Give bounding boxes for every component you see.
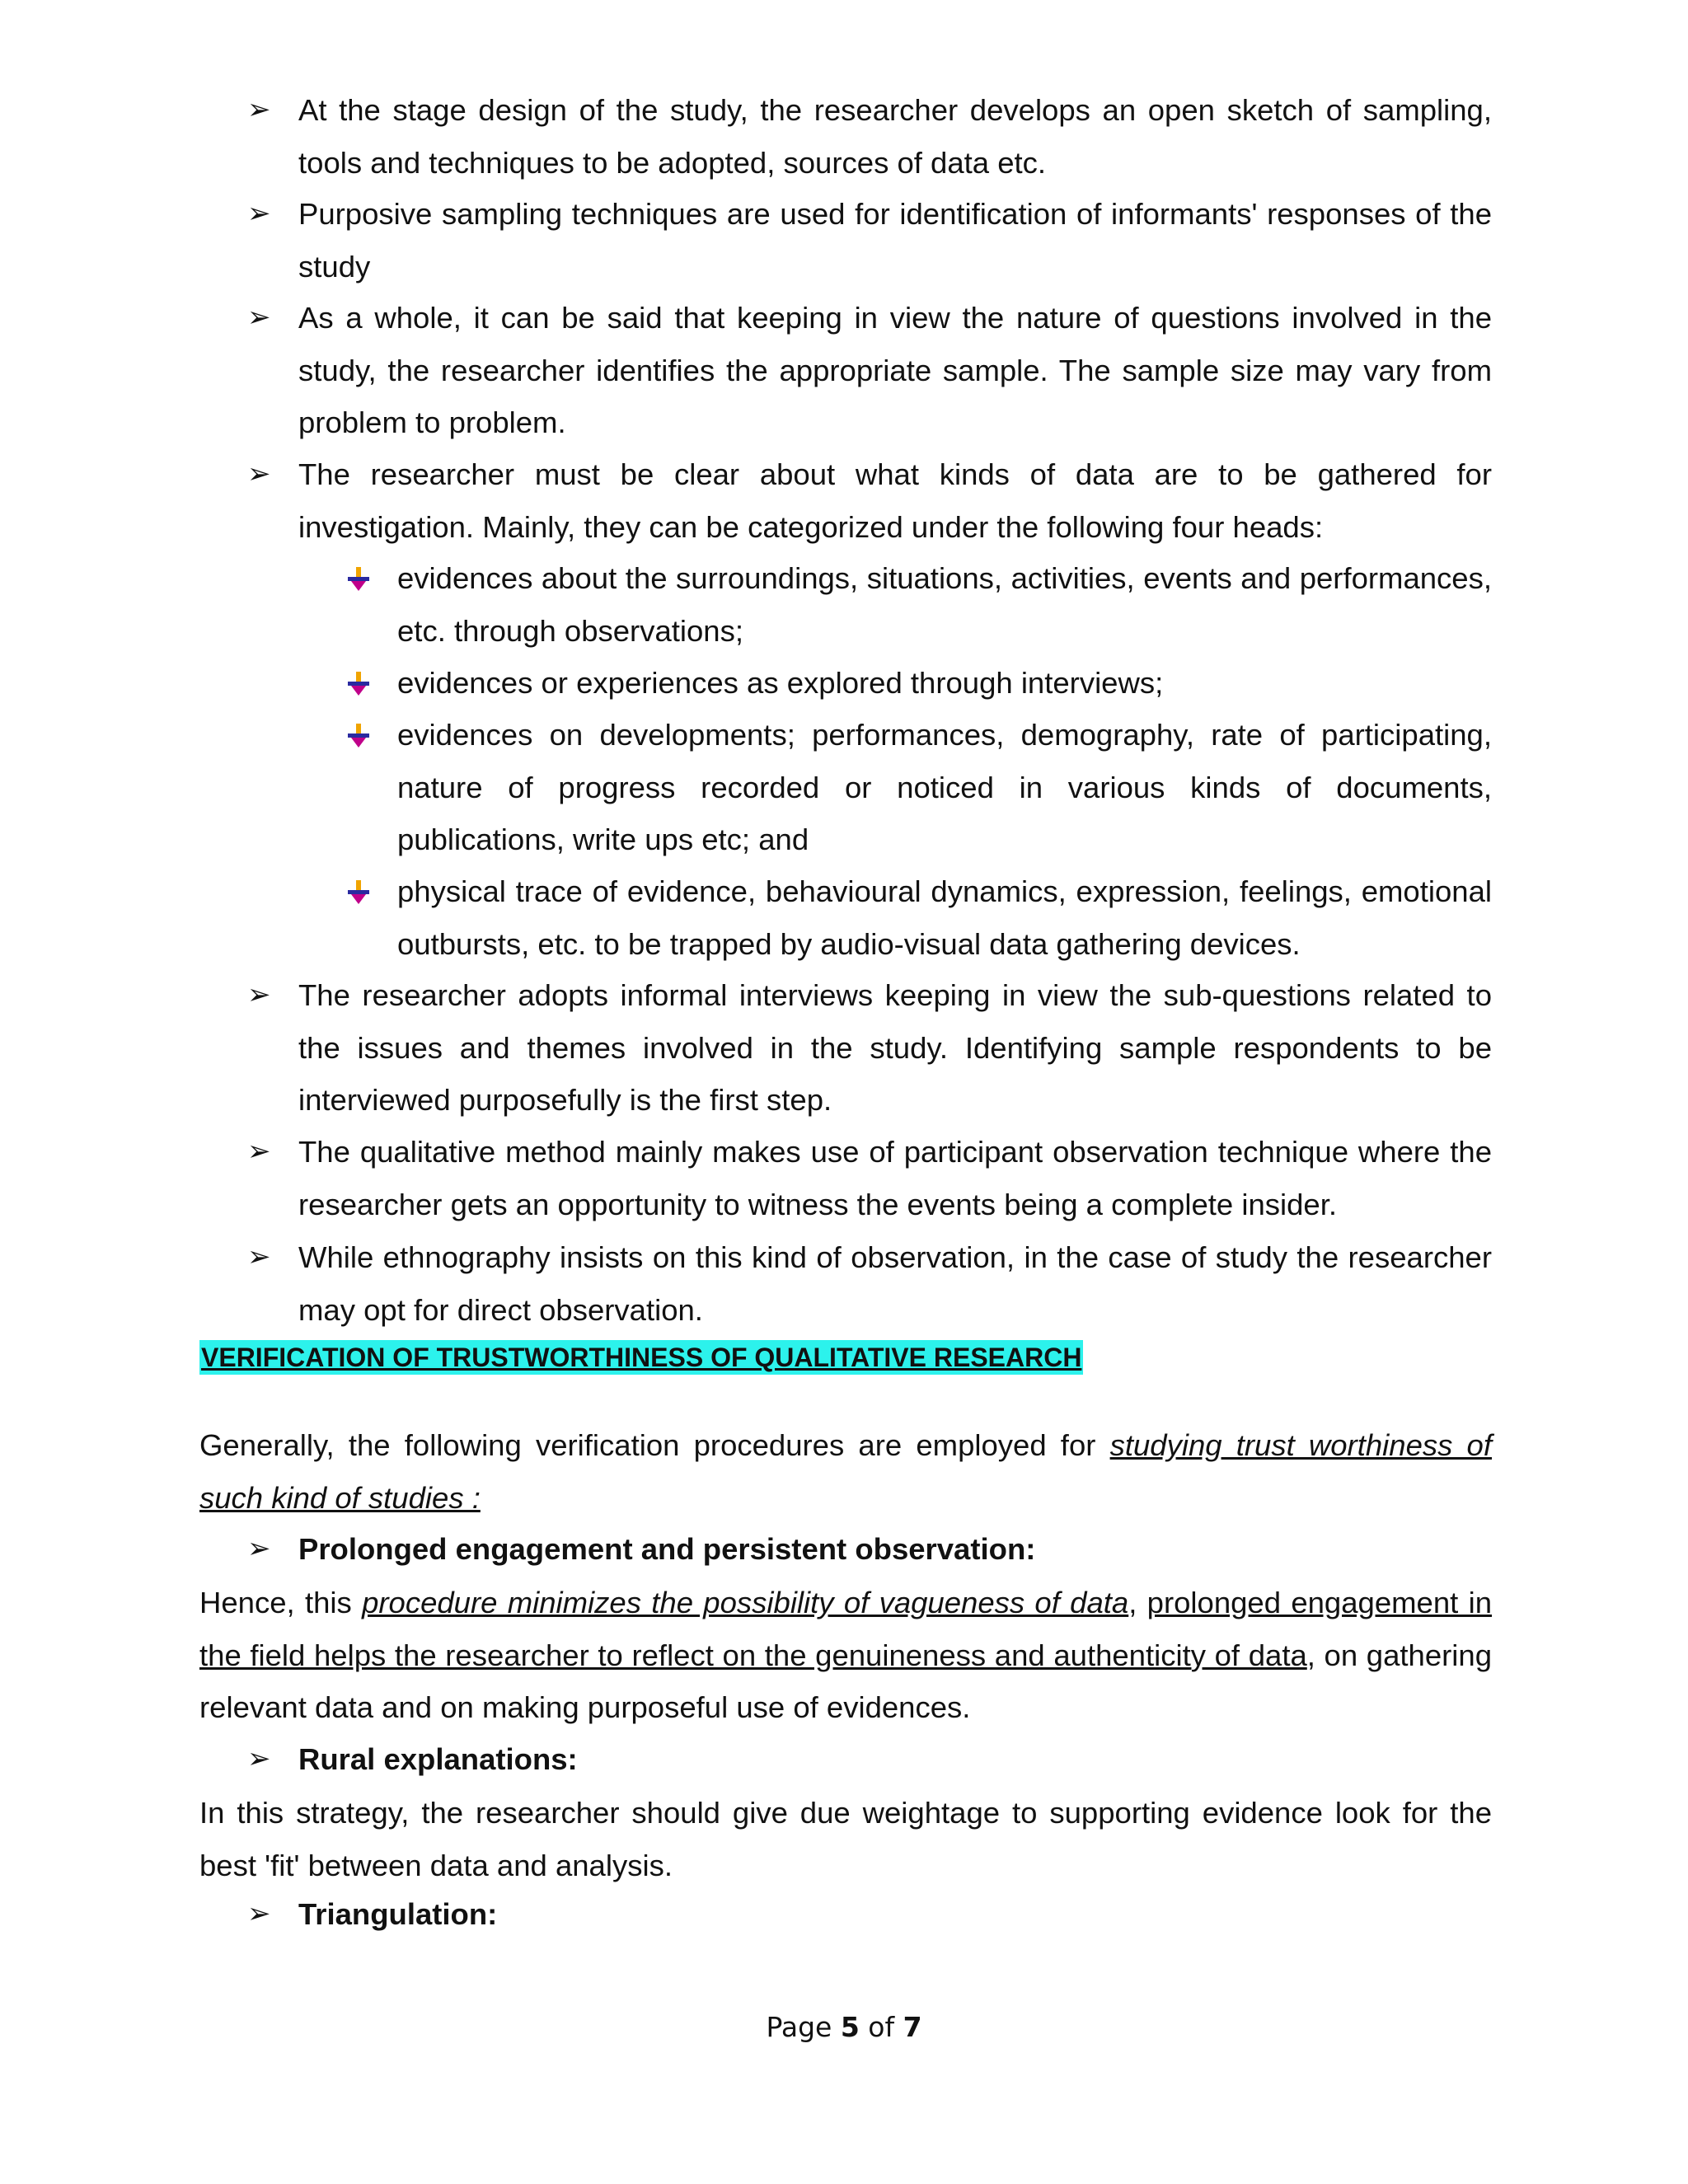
arrow-bullet-icon: ➢ [247, 978, 271, 1011]
arrow-bullet-icon: ➢ [247, 197, 271, 230]
sub-bullet-item [346, 552, 1492, 657]
bullet-text: While ethnography insists on this kind of observation, in the case of study the researcher may opt for direct observation. [298, 1240, 1492, 1327]
procedure-heading [247, 1733, 1492, 1786]
sub-bullet-text: evidences on developments; performances, demography, rate of participating, nature of progress recorded or noticed in various kinds of documents, publications, write ups etc; and [397, 718, 1492, 856]
paragraph-text: , on gathering relevant data and on making purposeful use of evidences. [199, 1638, 1492, 1724]
sub-bullet-item [346, 709, 1492, 866]
arrow-bullet-icon: ➢ [247, 1897, 271, 1930]
bullet-text: The researcher must be clear about what kinds of data are to be gathered for investigation. Mainly, they can be categorized under the following four heads: [298, 457, 1492, 544]
section-heading: VERIFICATION OF TRUSTWORTHINESS OF QUALITATIVE RESEARCH [199, 1340, 1083, 1375]
bullet-item [247, 448, 1492, 553]
procedure-heading [247, 1523, 1492, 1576]
bullet-item [247, 1231, 1492, 1336]
current-page-number: 5 [840, 2011, 860, 2043]
down-arrow-icon [346, 672, 371, 696]
arrow-bullet-icon: ➢ [247, 1742, 271, 1775]
bullet-text: The researcher adopts informal interviews keeping in view the sub-questions related to the issues and themes involved in the study. Identifying sample respondents to be interviewed purposefully is the first step. [298, 978, 1492, 1117]
arrow-bullet-icon: ➢ [247, 457, 271, 490]
arrow-bullet-icon: ➢ [247, 301, 271, 334]
arrow-bullet-icon: ➢ [247, 1532, 271, 1565]
down-arrow-icon [346, 724, 371, 748]
sub-bullet-item [346, 657, 1492, 710]
bullet-item [247, 188, 1492, 293]
arrow-bullet-icon: ➢ [247, 1240, 271, 1273]
paragraph-emphasis: procedure minimizes the possibility of vagueness of data [362, 1586, 1129, 1619]
intro-paragraph [199, 1419, 1492, 1524]
intro-emphasis: studying trust worthiness of such kind of studies : [199, 1428, 1492, 1515]
bullet-text: At the stage design of the study, the researcher develops an open sketch of sampling, tools and techniques to be adopted, sources of data etc. [298, 93, 1492, 180]
procedure-paragraph [199, 1577, 1492, 1734]
bullet-item [247, 292, 1492, 449]
procedure-title: Rural explanations: [298, 1742, 578, 1776]
paragraph-text: , [1128, 1586, 1147, 1619]
intro-text: Generally, the following verification procedures are employed for [199, 1428, 1110, 1462]
footer-prefix: Page [766, 2011, 841, 2043]
bullet-text: As a whole, it can be said that keeping in view the nature of questions involved in the study, the researcher identifies the appropriate sample. The sample size may vary from problem to problem. [298, 301, 1492, 439]
bullet-item [247, 1126, 1492, 1230]
total-page-number: 7 [903, 2011, 922, 2043]
down-arrow-icon [346, 880, 371, 905]
bullet-text: Purposive sampling techniques are used for identification of informants' responses of the study [298, 197, 1492, 284]
procedure-title: Prolonged engagement and persistent observation: [298, 1532, 1036, 1566]
sub-bullet-item [346, 865, 1492, 970]
sub-bullet-text: physical trace of evidence, behavioural dynamics, expression, feelings, emotional outbursts, etc. to be trapped by audio-visual data gathering devices. [397, 874, 1492, 961]
bullet-text: The qualitative method mainly makes use of participant observation technique where the researcher gets an opportunity to witness the events being a complete insider. [298, 1135, 1492, 1221]
arrow-bullet-icon: ➢ [247, 1135, 271, 1168]
bullet-item [247, 969, 1492, 1127]
bullet-item [247, 84, 1492, 189]
footer-middle: of [859, 2011, 903, 2043]
page-footer [0, 2009, 1688, 2046]
sub-bullet-text: evidences about the surroundings, situations, activities, events and performances, etc. through observations; [397, 561, 1492, 648]
procedure-title: Triangulation: [298, 1897, 498, 1931]
procedure-paragraph: In this strategy, the researcher should give due weightage to supporting evidence look for the best 'fit' between data and analysis. [199, 1796, 1492, 1882]
down-arrow-icon [346, 567, 371, 592]
paragraph-text: Hence, this [199, 1586, 363, 1619]
sub-bullet-text: evidences or experiences as explored through interviews; [397, 666, 1164, 700]
paragraph-underline: prolonged engagement in the field helps the researcher to reflect on the genuineness and authenticity of data [199, 1586, 1492, 1672]
arrow-bullet-icon: ➢ [247, 93, 271, 126]
procedure-heading [247, 1888, 1492, 1941]
